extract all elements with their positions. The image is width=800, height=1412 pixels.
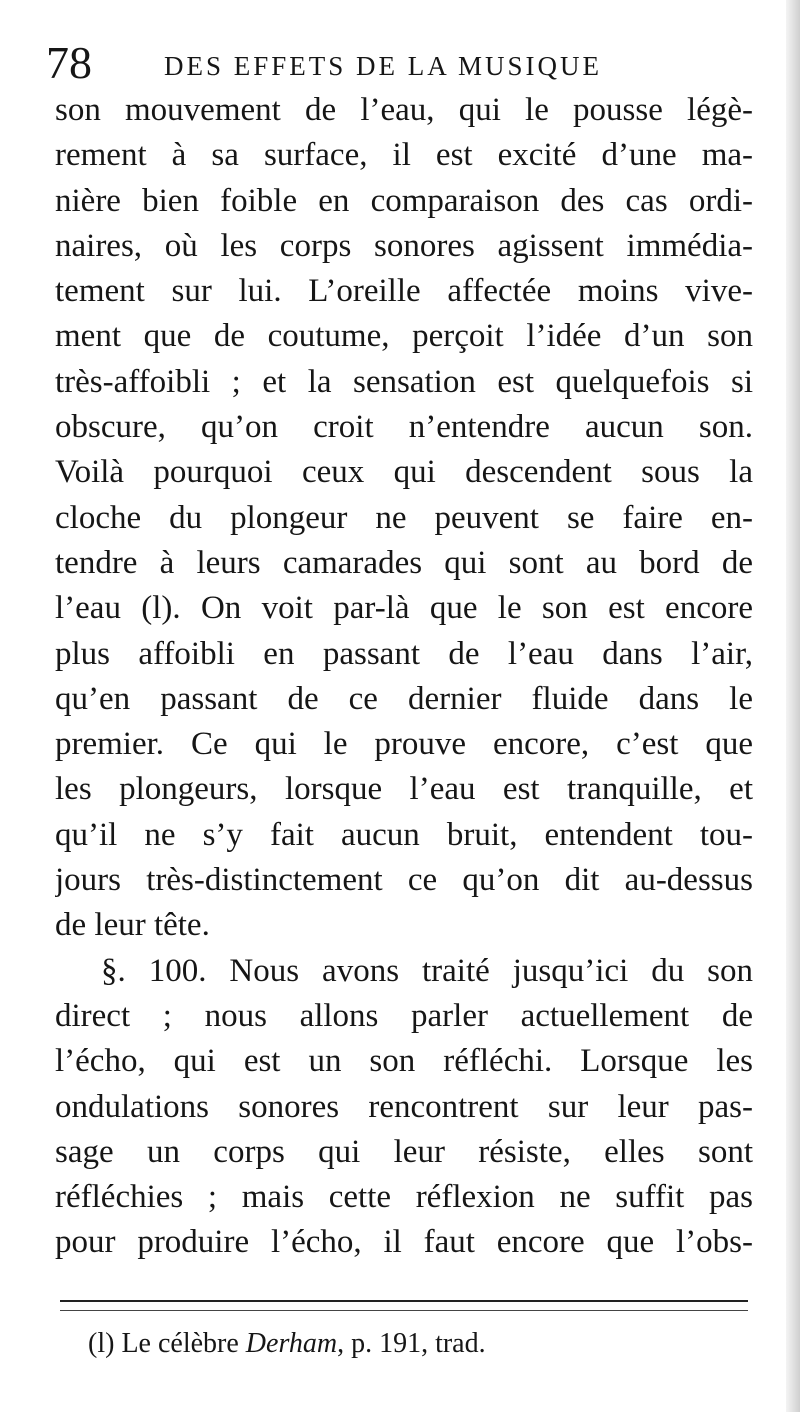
text-line: cloche du plongeur ne peuvent se faire en-: [55, 499, 753, 536]
footnote: [88, 1326, 486, 1362]
footnote-rule: [60, 1300, 748, 1311]
text-line: direct ; nous allons parler actuellement de: [55, 997, 753, 1034]
page-number: 78: [46, 37, 92, 88]
text-line: jours très-distinctement ce qu’on dit au-dessus: [55, 862, 753, 899]
text-line: naires, où les corps sonores agissent immédia-: [55, 227, 753, 264]
text-line: premier. Ce qui le prouve encore, c’est que: [55, 726, 753, 763]
text-line: obscure, qu’on croit n’entendre aucun son.: [55, 409, 753, 446]
footnote-work-title: Derham: [245, 1328, 338, 1359]
text-line: ment que de coutume, perçoit l’idée d’un son: [55, 318, 753, 355]
text-line: l’écho, qui est un son réfléchi. Lorsque les: [55, 1043, 753, 1080]
running-title: DES EFFETS DE LA MUSIQUE: [164, 51, 603, 81]
text-line: ondulations sonores rencontrent sur leur pas-: [55, 1088, 753, 1125]
text-line: tement sur lui. L’oreille affectée moins vive-: [55, 273, 753, 310]
text-line: plus affoibli en passant de l’eau dans l’air,: [55, 635, 753, 672]
text-line: tendre à leurs camarades qui sont au bord de: [55, 544, 753, 581]
text-line: très-affoibli ; et la sensation est quelquefois si: [55, 363, 753, 400]
section-start-line: §. 100. Nous avons traité jusqu’ici du son: [101, 952, 753, 989]
page-edge-shadow: [786, 0, 800, 1412]
footnote-marker: (l): [88, 1328, 115, 1359]
text-line: Voilà pourquoi ceux qui descendent sous la: [55, 454, 753, 491]
text-line: rement à sa surface, il est excité d’une ma-: [55, 137, 753, 174]
page-header: [46, 37, 686, 90]
text-line: pour produire l’écho, il faut encore que l’obs-: [55, 1224, 753, 1261]
footnote-text-before: Le célèbre: [121, 1328, 239, 1359]
text-line: son mouvement de l’eau, qui le pousse légè-: [55, 92, 753, 128]
paragraph-end-line: de leur tête.: [55, 907, 210, 944]
text-line: qu’il ne s’y fait aucun bruit, entendent tou-: [55, 816, 753, 853]
text-line: sage un corps qui leur résiste, elles sont: [55, 1133, 753, 1170]
body-text: [55, 88, 753, 1266]
text-line: l’eau (l). On voit par-là que le son est encore: [55, 590, 753, 627]
text-line: les plongeurs, lorsque l’eau est tranquille, et: [55, 771, 753, 808]
text-line: réfléchies ; mais cette réflexion ne suffit pas: [55, 1179, 753, 1216]
text-line: qu’en passant de ce dernier fluide dans le: [55, 680, 753, 717]
text-line: nière bien foible en comparaison des cas ordi-: [55, 182, 753, 219]
footnote-text-after: , p. 191, trad.: [337, 1328, 486, 1359]
